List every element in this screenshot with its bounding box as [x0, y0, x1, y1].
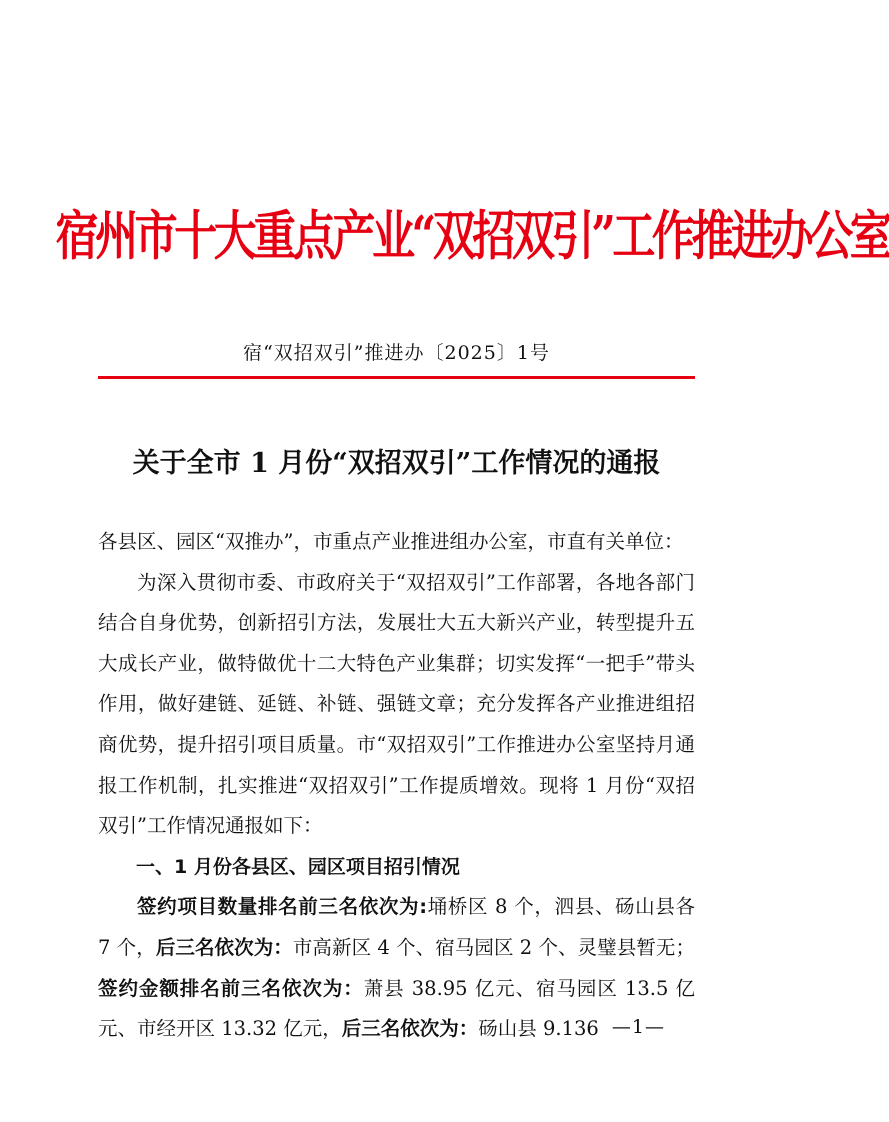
- red-divider-line: [98, 376, 695, 379]
- ranking-text-bottom-amount: 砀山县 9.136: [478, 1017, 599, 1041]
- document-number: 宿“双招双引”推进办〔2025〕1号: [243, 342, 550, 364]
- intro-paragraph: 为深入贯彻市委、市政府关于“双招双引”工作部署，各地各部门结合自身优势，创新招引方法，发展壮大五大新兴产业，转型提升五大成长产业，做特做优十二大特色产业集群；切实发挥“一把手”带头作用，做好建链、延链、补链、强链文章；充分发挥各产业推进组招商优势，提升招引项目质量。市“双招双引”工作推进办公室坚持月通报工作机制，扎实推进“双招双引”工作提质增效。现将 1 月份“双招双引”工作情况通报如下：: [98, 570, 695, 838]
- ranking-label-bottom-amount: 后三名依次为：: [341, 1017, 479, 1041]
- ranking-label-top-count: 签约项目数量排名前三名依次为:: [137, 895, 427, 919]
- ranking-label-top-amount: 签约金额排名前三名依次为：: [98, 976, 364, 1000]
- ranking-text-bottom-count: 市高新区 4 个、宿马园区 2 个、灵璧县暂无；: [292, 935, 695, 959]
- page-number: —1—: [611, 1016, 665, 1038]
- body-text: [98, 522, 695, 1050]
- signing-ranking-paragraph: [98, 887, 695, 1049]
- notice-title: 关于全市 1 月份“双招双引”工作情况的通报: [132, 448, 661, 479]
- section-1-heading: 一、1 月份各县区、园区项目招引情况: [136, 855, 460, 878]
- ranking-text-top-count: 埇桥区 8 个，泗县、砀山县各 7 个，: [98, 895, 695, 959]
- ranking-label-bottom-count: 后三名依次为：: [155, 935, 293, 959]
- ranking-text-top-amount: 萧县 38.95 亿元、宿马园区 13.5 亿元、市经开区 13.32 亿元，: [98, 976, 695, 1041]
- issuing-office-title: 宿州市十大重点产业“双招双引”工作推进办公室: [55, 204, 889, 267]
- salutation: 各县区、园区“双推办”，市重点产业推进组办公室，市直有关单位：: [98, 530, 684, 553]
